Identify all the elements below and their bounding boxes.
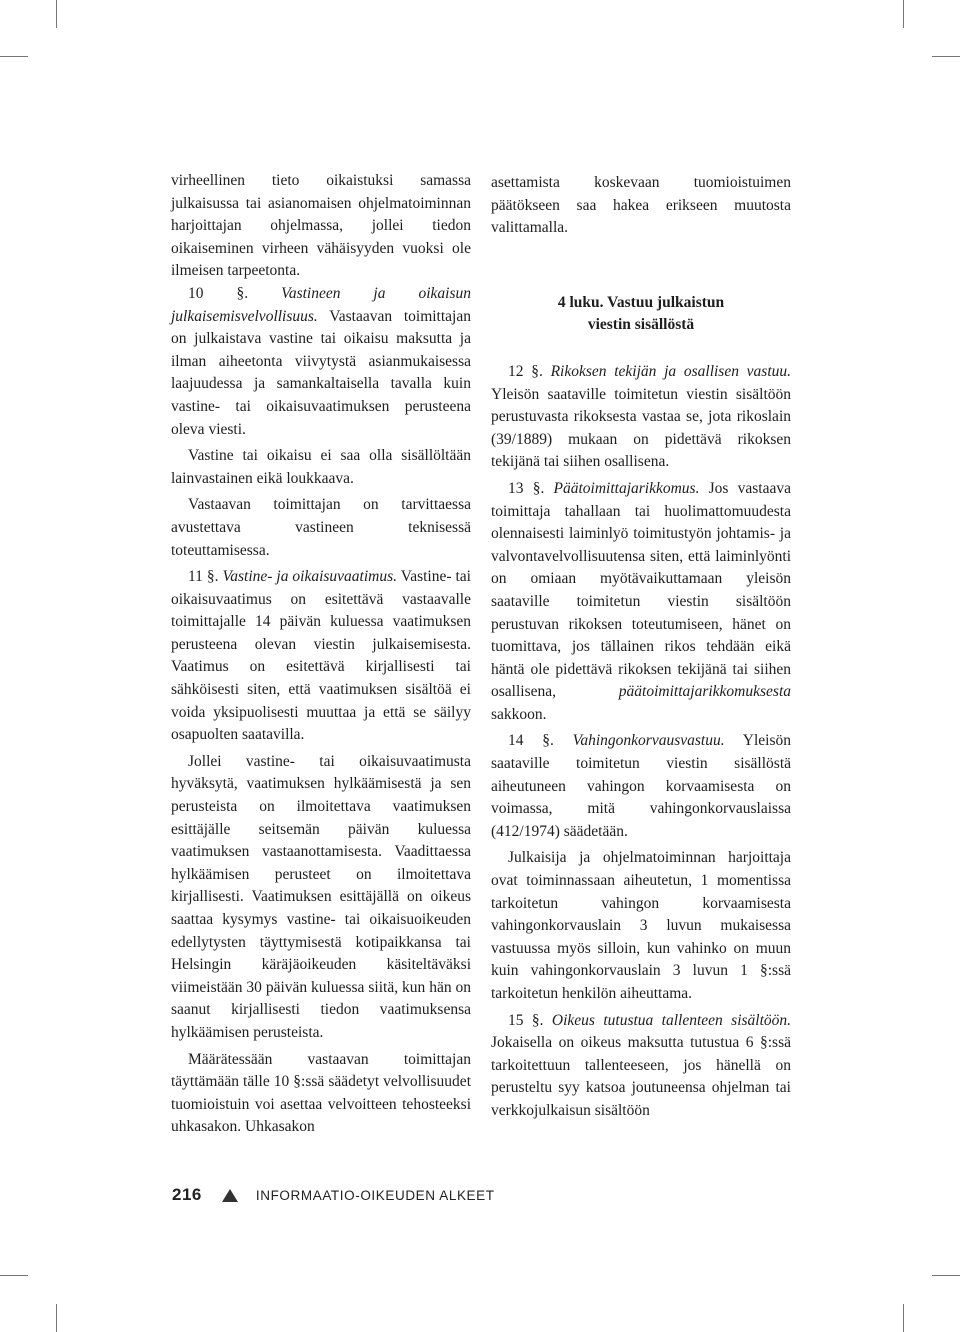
left-text-column — [171, 170, 471, 1139]
section-title: Rikoksen tekijän ja osallisen vastuu. — [550, 362, 792, 380]
section-text: sakkoon. — [491, 705, 547, 723]
crop-mark — [903, 1304, 904, 1332]
paragraph: Jollei vastine- tai oikaisuvaatimusta hyväksytä, vaatimuksen hylkäämisestä ja sen perusteista on ilmoitettava vaatimuksen esittäjälle seitsemän päivän kuluessa vaatimuksen vastaanottamisesta. Vaadittaessa hylkäämisen perusteet on ilmoitettava kirjallisesti. Vaatimuksen esittäjällä on oikeus saattaa kysymys vastine- tai oikaisuoikeuden edellytysten täyttymisestä kotipaikkansa tai Helsingin käräjäoikeuden käsiteltäväksi viimeistään 30 päivän kuluessa siitä, kun hän on saanut kirjallisesti tiedon vaatimuksensa hylkäämisen perusteista. — [171, 752, 471, 1041]
chapter-heading — [491, 292, 791, 337]
paragraph: Julkaisija ja ohjelmatoiminnan harjoittaja ovat toiminnassaan aiheutetun, 1 momentissa tarkoitetun vahingon korvaamisesta vahingonkorvauslain 3 luvun mukaisessa vastuussa myös silloin, kun vahinko on muun kuin vahingonkorvauslain 3 luvun 1 §:ssä tarkoitetun henkilön aiheuttama. — [491, 849, 791, 1002]
section-number: 14 §. — [508, 732, 554, 750]
crop-mark — [0, 1275, 28, 1276]
section-12 — [491, 361, 791, 474]
crop-mark — [56, 0, 57, 28]
chapter-heading-line: 4 luku. Vastuu julkaistun — [557, 293, 725, 311]
book-title: INFORMAATIO-OIKEUDEN ALKEET — [255, 1187, 495, 1203]
crop-mark — [932, 56, 960, 57]
page-number: 216 — [172, 1185, 202, 1204]
chapter-heading-line: viestin sisällöstä — [587, 316, 695, 334]
section-11 — [171, 566, 471, 747]
paragraph: Vastaavan toimittajan on tarvittaessa avustettava vastineen teknisessä toteuttamisessa. — [171, 496, 471, 559]
section-14 — [491, 730, 791, 843]
section-15 — [491, 1010, 791, 1123]
section-text: Vastine- tai oikaisuvaatimus on esitettävä vastaavalle toimittajalle 14 päivän kuluessa vaatimuksen perusteena olevan viestin julkaisemisesta. Vaatimus on esitettävä kirjallisesti tai sähköisesti siten, että vaatimuksen sisältöä ei voida yksipuolisesti muuttaa ja että se säilyy osapuolten saatavilla. — [171, 568, 471, 744]
section-title: Vahingonkorvausvastuu. — [572, 732, 725, 750]
section-text: Yleisön saataville toimitetun viestin sisältöön perustuvasta rikoksesta vastaa se, jota rikoslain (39/1889) mukaan on pidettävä rikoksen tekijänä tai siihen osallisena. — [491, 385, 791, 471]
section-title: Oikeus tutustua tallenteen sisältöön. — [551, 1011, 792, 1029]
paragraph: Määrätessään vastaavan toimittajan täyttämään tälle 10 §:ssä säädetyt velvollisuudet tuomioistuin voi asettaa velvoitteen tehosteeksi uhkasakon. Uhkasakon — [171, 1050, 471, 1136]
section-title: Vastine- ja oikaisuvaatimus. — [222, 568, 398, 586]
section-number: 10 §. — [188, 284, 249, 302]
section-text: Vastaavan toimittajan on julkaistava vastine tai oikaisu maksutta ja ilman aiheetonta viivytystä asianmukaisessa laajuudessa ja samankaltaisella tavalla kuin vastine- tai oikaisuvaatimuksen perusteena oleva viesti. — [171, 307, 471, 438]
paragraph: Vastine tai oikaisu ei saa olla sisällöltään lainvastainen eikä loukkaava. — [171, 447, 471, 487]
crop-mark — [0, 56, 28, 57]
section-number: 12 §. — [508, 362, 543, 380]
section-text: Yleisön saataville toimitetun viestin sisällöstä aiheutuneen vahingon korvaamisesta on voimassa, mitä vahingonkorvauslaissa (412/1974) säädetään. — [491, 732, 791, 840]
right-text-column — [491, 172, 791, 1123]
section-number: 11 §. — [188, 568, 219, 586]
section-number: 13 §. — [508, 479, 545, 497]
crop-mark — [932, 1275, 960, 1276]
paragraph: virheellinen tieto oikaistuksi samassa julkaisussa tai asianomaisen ohjelmatoiminnan harjoittajan ohjelmassa, jollei tiedon oikaiseminen virheen vähäisyyden vuoksi ole ilmeisen tarpeetonta. — [171, 172, 471, 280]
legal-term: päätoimittajarikkomuksesta — [618, 683, 791, 701]
section-10 — [171, 283, 471, 441]
section-number: 15 §. — [508, 1011, 544, 1029]
section-text: Jos vastaava toimittaja tahallaan tai huolimattomuudesta olennaisesti laiminlyö toimitustyön johtamis- ja valvontavelvollisuutensa siten, että laiminlyönti on omiaan myötävaikuttamaan yleisön saataville toimitetun viestin sisältöön perustuvan rikoksen toteutumiseen, hänet on tuomittava, jos tällainen rikos tehdään eikä häntä ole pidettävä rikoksen tekijänä tai siihen osallisena, — [491, 479, 791, 701]
paragraph: asettamista koskevaan tuomioistuimen päätökseen saa hakea erikseen muutosta valittamalla. — [491, 174, 791, 237]
section-13 — [491, 478, 791, 727]
triangle-icon — [222, 1189, 238, 1202]
crop-mark — [56, 1304, 57, 1332]
section-title: Päätoimittajarikkomus. — [553, 479, 700, 497]
crop-mark — [903, 0, 904, 28]
section-text: Jokaisella on oikeus maksutta tutustua 6 §:ssä tarkoitettuun tallenteeseen, jos hänellä on perusteltu syy katsoa joutuneensa ohjelman tai verkkojulkaisun sisältöön — [491, 1034, 791, 1119]
section-title: Vastineen ja oikaisun julkaisemisvelvollisuus. — [171, 284, 471, 325]
page-footer — [172, 1185, 495, 1205]
